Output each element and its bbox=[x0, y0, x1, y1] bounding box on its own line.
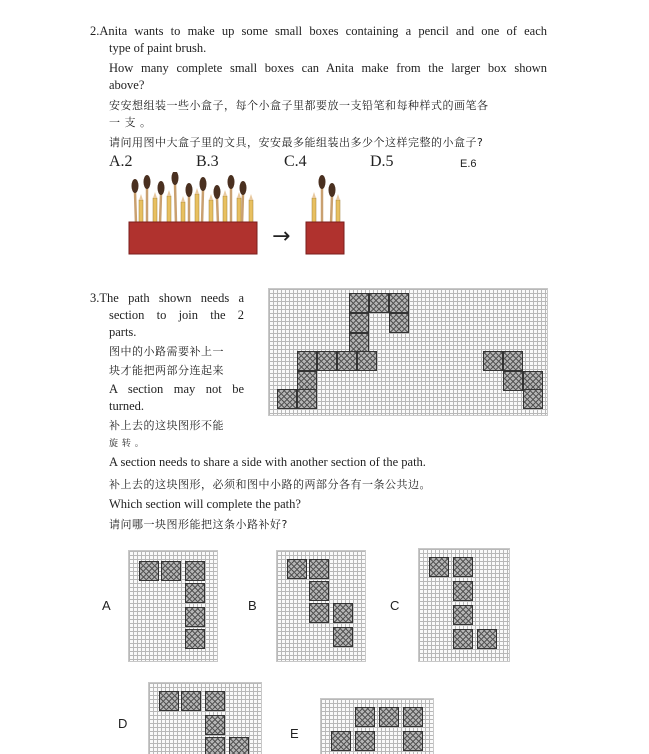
q2-option-e[interactable]: E.6 bbox=[460, 158, 477, 170]
main-path-grid bbox=[268, 288, 548, 416]
section-cell bbox=[161, 561, 181, 581]
choice-d-grid[interactable] bbox=[148, 682, 262, 754]
pencil-tip bbox=[209, 194, 213, 200]
choice-e-grid[interactable] bbox=[320, 698, 434, 754]
pencil-tip bbox=[249, 194, 253, 200]
section-cell bbox=[185, 583, 205, 603]
brush-head bbox=[186, 183, 193, 197]
pencil-tip bbox=[139, 194, 143, 200]
path-cell bbox=[503, 371, 523, 391]
path-cell bbox=[389, 293, 409, 313]
brush-handle bbox=[175, 184, 176, 224]
path-cell bbox=[523, 371, 543, 391]
path-cell bbox=[297, 389, 317, 409]
brush-handle bbox=[217, 198, 218, 224]
q2-option-d[interactable]: D.5 bbox=[370, 153, 394, 170]
path-cell bbox=[337, 351, 357, 371]
section-cell bbox=[185, 561, 205, 581]
brush-head bbox=[329, 183, 336, 197]
section-cell bbox=[309, 603, 329, 623]
section-cell bbox=[403, 731, 423, 751]
q3-cn5: 补上去的这块图形，必须和图中小路的两部分各有一条公共边。 bbox=[109, 478, 431, 491]
section-cell bbox=[205, 691, 225, 711]
section-cell bbox=[333, 603, 353, 623]
brush-head bbox=[158, 181, 165, 195]
section-cell bbox=[205, 715, 225, 735]
brush-head bbox=[319, 175, 326, 189]
path-cell bbox=[357, 351, 377, 371]
section-cell bbox=[403, 707, 423, 727]
pencil-tip bbox=[181, 196, 185, 202]
path-cell bbox=[297, 371, 317, 391]
brush-head bbox=[200, 177, 207, 191]
q2-line3: How many complete small boxes can Anita make from the larger box shown bbox=[109, 61, 547, 75]
pencil-tip bbox=[336, 194, 340, 200]
q3-line5: turned. bbox=[109, 399, 145, 413]
section-cell bbox=[159, 691, 179, 711]
choice-b-grid[interactable] bbox=[276, 550, 366, 662]
choice-a-label[interactable]: A bbox=[102, 598, 111, 613]
section-cell bbox=[333, 627, 353, 647]
path-cell bbox=[349, 293, 369, 313]
path-cell bbox=[349, 313, 369, 333]
path-cell bbox=[369, 293, 389, 313]
pencil-tip bbox=[167, 190, 171, 196]
path-cell bbox=[349, 333, 369, 353]
section-cell bbox=[331, 731, 351, 751]
brush-handle bbox=[331, 196, 332, 224]
brush-head bbox=[172, 172, 179, 185]
arrow-icon: → bbox=[272, 224, 291, 249]
q2-line4: above? bbox=[109, 78, 145, 92]
section-cell bbox=[181, 691, 201, 711]
section-cell bbox=[309, 581, 329, 601]
path-cell bbox=[483, 351, 503, 371]
q3-cn6: 请问哪一块图形能把这条小路补好? bbox=[109, 518, 288, 531]
brush-head bbox=[214, 185, 221, 199]
q3-cn4: 旋 转 。 bbox=[109, 439, 145, 449]
q3-cn3: 补上去的这块图形不能 bbox=[109, 419, 224, 432]
brush-head bbox=[228, 175, 235, 189]
section-cell bbox=[355, 707, 375, 727]
q2-cn1: 安安想组装一些小盒子，每个小盒子里都要放一支铅笔和每种样式的画笔各 bbox=[109, 99, 489, 112]
small-box bbox=[306, 222, 344, 254]
section-cell bbox=[355, 731, 375, 751]
pencil-tip bbox=[223, 190, 227, 196]
section-cell bbox=[477, 629, 497, 649]
section-cell bbox=[453, 629, 473, 649]
choice-b-label[interactable]: B bbox=[248, 598, 257, 613]
large-pencil-box-illustration bbox=[125, 172, 265, 256]
pencil-tip bbox=[153, 192, 157, 198]
section-cell bbox=[453, 581, 473, 601]
pencil-tip bbox=[312, 192, 316, 198]
section-cell bbox=[205, 737, 225, 754]
brush-handle bbox=[135, 192, 136, 224]
section-cell bbox=[429, 557, 449, 577]
section-cell bbox=[309, 559, 329, 579]
q3-cn2: 块才能把两部分连起来 bbox=[109, 364, 224, 377]
path-cell bbox=[297, 351, 317, 371]
pencil-tip bbox=[195, 188, 199, 194]
brush-handle bbox=[202, 190, 203, 224]
path-cell bbox=[503, 351, 523, 371]
q2-line1: 2.Anita wants to make up some small boxes containing a pencil and one of each bbox=[90, 24, 547, 38]
brush-handle bbox=[242, 194, 243, 224]
q2-option-c[interactable]: C.4 bbox=[284, 153, 307, 170]
q3-line7: Which section will complete the path? bbox=[109, 497, 301, 511]
pencil-tip bbox=[237, 192, 241, 198]
choice-c-grid[interactable] bbox=[418, 548, 510, 662]
choice-d-label[interactable]: D bbox=[118, 716, 128, 731]
choice-e-label[interactable]: E bbox=[290, 726, 299, 741]
section-cell bbox=[287, 559, 307, 579]
brush-head bbox=[144, 175, 151, 189]
q2-option-a[interactable]: A.2 bbox=[109, 153, 133, 170]
q3-line2: section to join the 2 bbox=[109, 308, 244, 322]
q3-cn1: 图中的小路需要补上一 bbox=[109, 345, 224, 358]
q3-line6: A section needs to share a side with another section of the path. bbox=[109, 455, 426, 469]
brush-head bbox=[132, 179, 139, 193]
q2-cn2: 一 支 。 bbox=[109, 116, 152, 129]
choice-a-grid[interactable] bbox=[128, 550, 218, 662]
choice-c-label[interactable]: C bbox=[390, 598, 400, 613]
section-cell bbox=[139, 561, 159, 581]
section-cell bbox=[229, 737, 249, 754]
section-cell bbox=[453, 557, 473, 577]
q3-line1: 3.The path shown needs a bbox=[90, 291, 244, 305]
path-cell bbox=[277, 389, 297, 409]
q2-option-b[interactable]: B.3 bbox=[196, 153, 219, 170]
q3-line4: A section may not be bbox=[109, 382, 244, 396]
brush-head bbox=[240, 181, 247, 195]
section-cell bbox=[453, 605, 473, 625]
large-box bbox=[129, 222, 257, 254]
section-cell bbox=[185, 607, 205, 627]
path-cell bbox=[317, 351, 337, 371]
q2-cn3: 请问用图中大盒子里的文具，安安最多能组装出多少个这样完整的小盒子? bbox=[109, 136, 484, 149]
section-cell bbox=[185, 629, 205, 649]
q2-line2: type of paint brush. bbox=[109, 41, 207, 55]
brush-handle bbox=[160, 194, 161, 224]
q3-line3: parts. bbox=[109, 325, 137, 339]
path-cell bbox=[523, 389, 543, 409]
path-cell bbox=[389, 313, 409, 333]
section-cell bbox=[379, 707, 399, 727]
small-pencil-box-illustration bbox=[304, 172, 348, 256]
